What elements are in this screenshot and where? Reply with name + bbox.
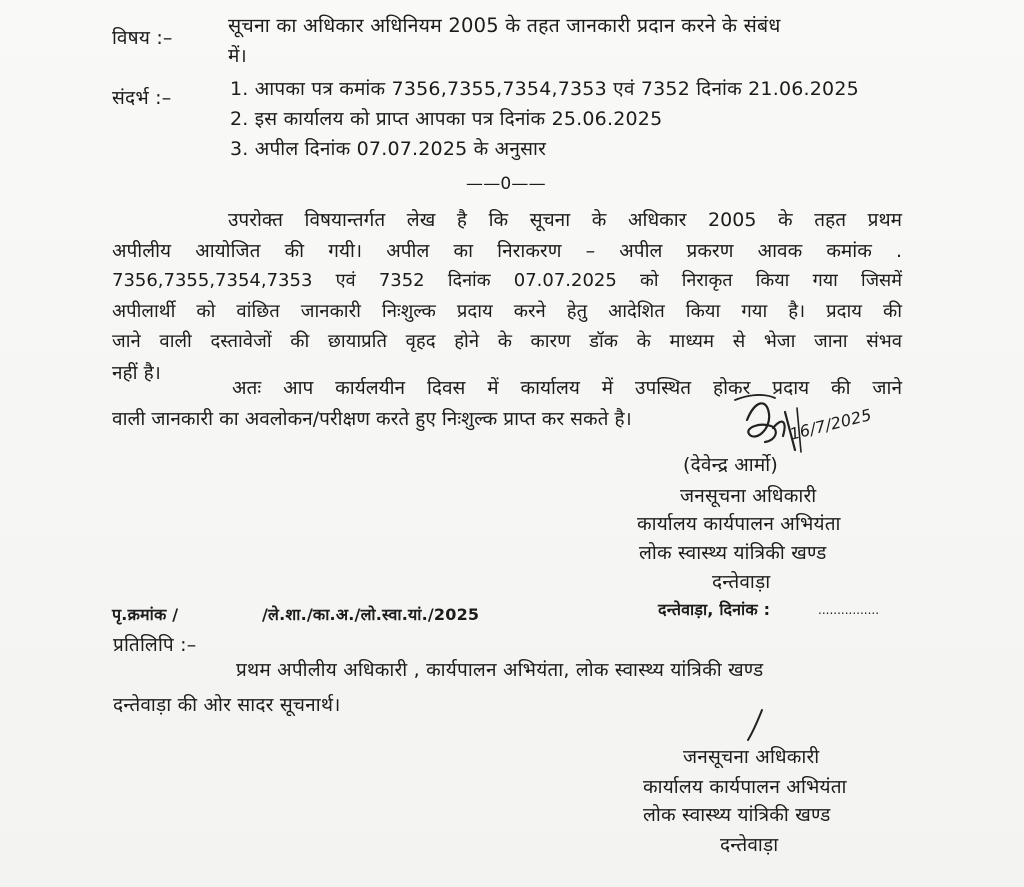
para2-line-2: वाली जानकारी का अवलोकन/परीक्षण करते हुए निःशुल्क प्राप्त कर सकते है। xyxy=(112,407,632,430)
para1-line-4: अपीलार्थी को वांछित जानकारी निःशुल्क प्रदाय करने हेतु आदेशित किया गया है। प्रदाय की xyxy=(112,300,902,322)
reference-item-2: 2. इस कार्यालय को प्राप्त आपका पत्र दिनांक 25.06.2025 xyxy=(230,108,663,130)
reference-item-1: 1. आपका पत्र कमांक 7356,7355,7354,7353 एवं 7352 दिनांक 21.06.2025 xyxy=(230,78,859,100)
ref-number-label: पृ.क्रमांक / xyxy=(112,605,179,624)
ref-number-code: /ले.शा./का.अ./लो.स्वा.यां./2025 xyxy=(262,605,480,624)
para1-line-3: 7356,7355,7354,7353 एवं 7352 दिनांक 07.07.2025 को निराकृत किया गया जिसमें xyxy=(112,270,902,291)
signatory-place-2: दन्तेवाड़ा xyxy=(720,834,779,856)
subject-label: विषय :– xyxy=(112,27,173,49)
separator: ——0—— xyxy=(466,174,546,194)
signatory-department-1: लोक स्वास्थ्य यांत्रिकी खण्ड xyxy=(639,542,827,564)
signatory-office-1: कार्यालय कार्यपालन अभियंता xyxy=(637,513,841,535)
handwritten-initial-mark xyxy=(740,706,770,746)
para1-line-5: जाने वाली दस्तावेजों की छायाप्रति वृहद होने के कारण डॉक के माध्यम से भेजा जाना संभव xyxy=(112,331,902,352)
body-paragraph-1 xyxy=(112,205,902,388)
copy-label: प्रतिलिपि :– xyxy=(113,634,197,656)
signatory-office-2: कार्यालय कार्यपालन अभियंता xyxy=(643,776,847,798)
signatory-name: (देवेन्द्र आर्मो) xyxy=(683,454,778,476)
para2-line-1: अतः आप कार्यलयीन दिवस में कार्यालय में उपस्थित होकर प्रदाय की जाने xyxy=(232,377,902,399)
subject-line-2: में। xyxy=(228,45,247,67)
signatory-place-1: दन्तेवाड़ा xyxy=(712,571,771,593)
signatory-designation-1: जनसूचना अधिकारी xyxy=(680,485,817,507)
signatory-department-2: लोक स्वास्थ्य यांत्रिकी खण्ड xyxy=(643,804,831,826)
ref-place-date: दन्तेवाड़ा, दिनांक : xyxy=(658,600,771,619)
copy-line-2: दन्तेवाड़ा की ओर सादर सूचनार्थ। xyxy=(113,694,341,716)
para1-line-6: नहीं है। xyxy=(112,361,161,384)
subject-line-1: सूचना का अधिकार अधिनियम 2005 के तहत जानकारी प्रदान करने के संबंध xyxy=(228,14,781,37)
para1-line-1: उपरोक्त विषयान्तर्गत लेख है कि सूचना के अधिकार 2005 के तहत प्रथम xyxy=(228,209,902,231)
copy-line-1: प्रथम अपीलीय अधिकारी , कार्यपालन अभियंता, लोक स्वास्थ्य यांत्रिकी खण्ड xyxy=(236,659,764,681)
reference-label: संदर्भ :– xyxy=(112,87,172,109)
reference-item-3: 3. अपील दिनांक 07.07.2025 के अनुसार xyxy=(230,138,547,160)
handwritten-date: 16/7/2025 xyxy=(787,405,874,444)
para1-line-2: अपीलीय आयोजित की गयी। अपील का निराकरण – अपील प्रकरण आवक कमांक . xyxy=(112,239,902,262)
signatory-designation-2: जनसूचना अधिकारी xyxy=(683,746,820,768)
ref-date-dots: ................ xyxy=(818,603,880,617)
